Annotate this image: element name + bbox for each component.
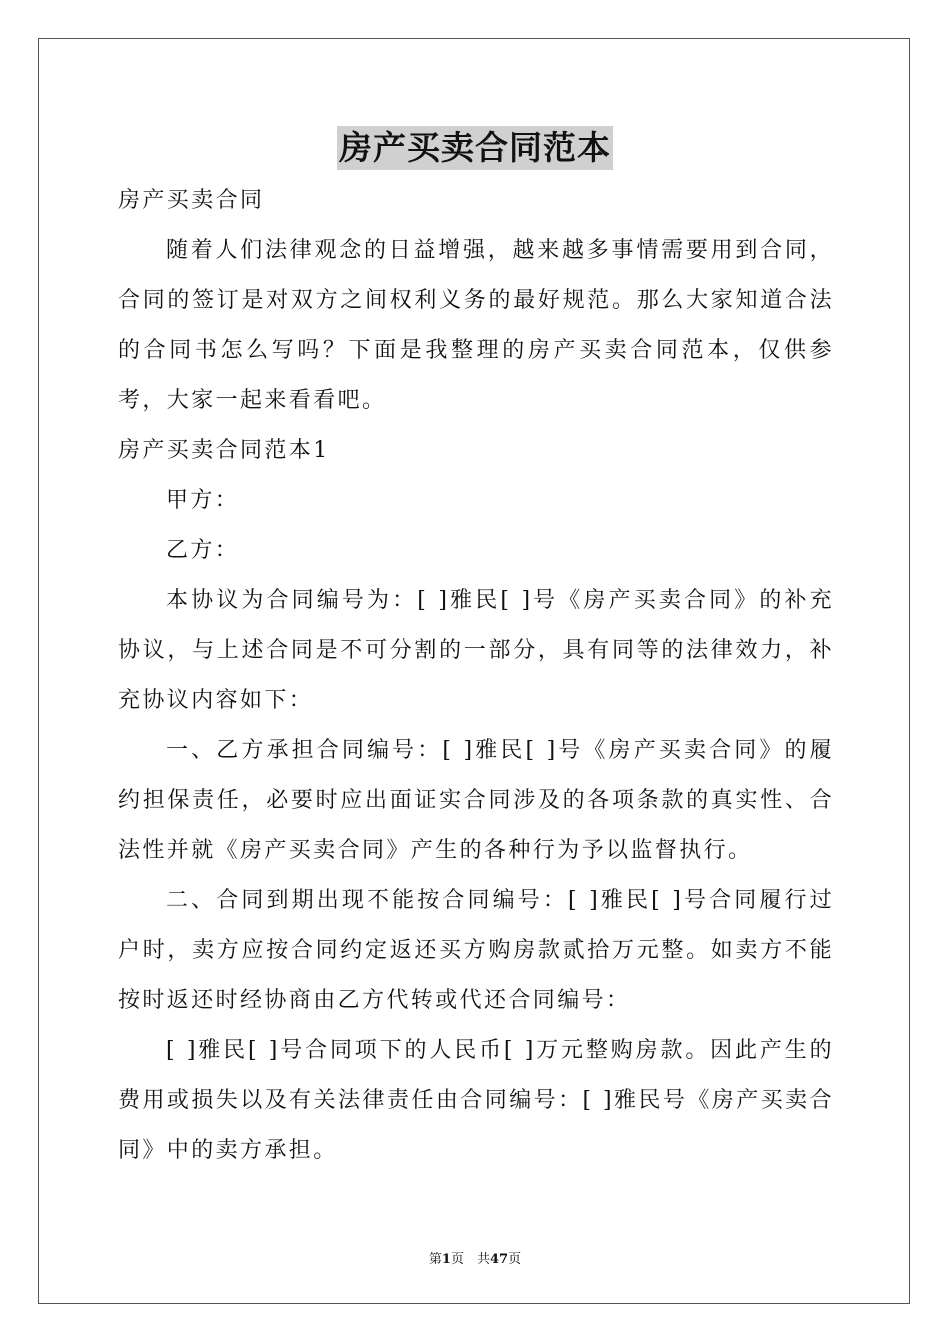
document-body [118, 176, 834, 1176]
paragraph: 本协议为合同编号为：[ ]雅民[ ]号《房产买卖合同》的补充协议，与上述合同是不可分割的一部分，具有同等的法律效力，补充协议内容如下： [118, 588, 834, 713]
footer-total-pages: 47 [489, 1252, 509, 1267]
footer-total-suffix: 页 [508, 1252, 522, 1267]
page-footer [0, 1248, 950, 1267]
paragraph: 随着人们法律观念的日益增强，越来越多事情需要用到合同，合同的签订是对双方之间权利义务的最好规范。那么大家知道合法的合同书怎么写吗？下面是我整理的房产买卖合同范本，仅供参考，大家一起来看看吧。 [118, 238, 834, 413]
paragraph: [ ]雅民[ ]号合同项下的人民币[ ]万元整购房款。因此产生的费用或损失以及有关法律责任由合同编号：[ ]雅民号《房产买卖合同》中的卖方承担。 [118, 1038, 834, 1163]
paragraph: 乙方： [166, 538, 240, 563]
paragraph: 一、乙方承担合同编号：[ ]雅民[ ]号《房产买卖合同》的履约担保责任，必要时应出面证实合同涉及的各项条款的真实性、合法性并就《房产买卖合同》产生的各种行为予以监督执行。 [118, 738, 834, 863]
paragraph: 房产买卖合同 [118, 188, 265, 213]
footer-page-suffix: 页 共 [450, 1252, 490, 1267]
footer-prefix: 第 [428, 1252, 442, 1267]
paragraph: 房产买卖合同范本1 [118, 438, 330, 463]
paragraph: 甲方： [166, 488, 240, 513]
footer-page-number: 1 [441, 1252, 451, 1267]
title-container [0, 126, 950, 170]
paragraph: 二、合同到期出现不能按合同编号：[ ]雅民[ ]号合同履行过户时，卖方应按合同约定返还买方购房款贰拾万元整。如卖方不能按时返还时经协商由乙方代转或代还合同编号： [118, 888, 834, 1013]
document-title: 房产买卖合同范本 [337, 126, 613, 170]
